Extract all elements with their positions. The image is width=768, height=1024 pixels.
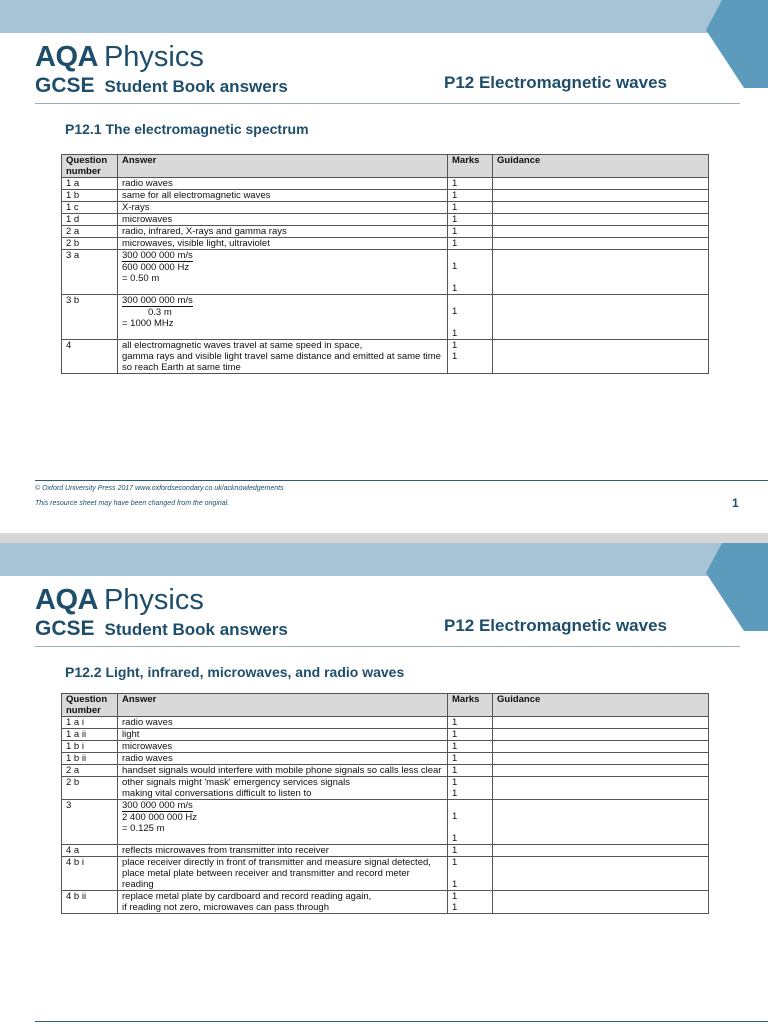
question-cell: 1 d <box>62 214 118 226</box>
table-row <box>62 226 709 238</box>
question-cell: 1 b i <box>62 741 118 753</box>
mark-value: 1 <box>452 788 458 799</box>
question-cell: 4 b i <box>62 857 118 891</box>
unit-title: P12 Electromagnetic waves <box>444 73 668 92</box>
brand-aqa: AQA <box>35 41 98 73</box>
question-cell: 1 a <box>62 178 118 190</box>
answer-cell: microwaves, visible light, ultraviolet <box>118 238 448 250</box>
mark-value: 1 <box>452 811 458 822</box>
table-row <box>62 729 709 741</box>
answer-line: place metal plate between receiver and transmitter and record meter reading <box>122 868 410 890</box>
question-cell: 1 c <box>62 202 118 214</box>
guidance-cell <box>493 753 709 765</box>
mark-value: 1 <box>452 351 458 362</box>
answer-line: making vital conversations difficult to listen to <box>122 788 312 799</box>
mark-value: 1 <box>452 306 458 317</box>
question-cell: 2 b <box>62 777 118 800</box>
student-book-label: Student Book answers <box>104 77 288 96</box>
table-row <box>62 214 709 226</box>
answer-result: = 0.125 m <box>122 823 165 834</box>
marks-cell: 1 <box>448 226 493 238</box>
table-row <box>62 238 709 250</box>
marks-cell <box>448 777 493 800</box>
footer-note: This resource sheet may have been changed from the original. <box>35 500 230 507</box>
answer-cell <box>118 295 448 340</box>
answers-table <box>61 154 709 374</box>
answer-line: all electromagnetic waves travel at same speed in space, <box>122 340 363 351</box>
question-cell: 2 b <box>62 238 118 250</box>
question-cell: 1 b ii <box>62 753 118 765</box>
marks-cell: 1 <box>448 202 493 214</box>
marks-cell <box>448 295 493 340</box>
answer-cell: radio, infrared, X-rays and gamma rays <box>118 226 448 238</box>
mark-value: 1 <box>452 857 458 868</box>
mark-value: 1 <box>452 340 458 351</box>
answer-cell <box>118 777 448 800</box>
answer-cell: light <box>118 729 448 741</box>
table-row <box>62 857 709 891</box>
table-row <box>62 340 709 374</box>
answer-cell <box>118 857 448 891</box>
section-title: P12.1 The electromagnetic spectrum <box>65 121 309 137</box>
question-cell: 1 a i <box>62 717 118 729</box>
table-row <box>62 178 709 190</box>
page-2 <box>0 543 768 1024</box>
question-cell: 1 a ii <box>62 729 118 741</box>
table-row <box>62 202 709 214</box>
mark-value: 1 <box>452 777 458 788</box>
guidance-cell <box>493 845 709 857</box>
marks-cell <box>448 340 493 374</box>
guidance-cell <box>493 190 709 202</box>
marks-cell: 1 <box>448 845 493 857</box>
mark-value: 1 <box>452 833 458 844</box>
mark-value: 1 <box>452 902 458 913</box>
header-marks: Marks <box>448 694 493 717</box>
guidance-cell <box>493 729 709 741</box>
brand-physics: Physics <box>103 584 204 616</box>
brand-logo <box>35 41 204 74</box>
guidance-cell <box>493 250 709 295</box>
guidance-cell <box>493 238 709 250</box>
answers-table <box>61 693 709 914</box>
table-row <box>62 765 709 777</box>
answer-line: replace metal plate by cardboard and record reading again, <box>122 891 372 902</box>
answer-cell <box>118 250 448 295</box>
footer-divider <box>35 480 768 481</box>
header-divider <box>35 646 740 647</box>
brand-physics: Physics <box>103 41 204 73</box>
header-answer: Answer <box>118 155 448 178</box>
answer-cell: reflects microwaves from transmitter into receiver <box>118 845 448 857</box>
answer-cell: same for all electromagnetic waves <box>118 190 448 202</box>
header-question: Question number <box>62 155 118 178</box>
brand-logo <box>35 584 204 617</box>
question-cell: 1 b <box>62 190 118 202</box>
corner-triangle-icon <box>704 0 768 88</box>
table-header-row <box>62 155 709 178</box>
marks-cell <box>448 891 493 914</box>
marks-cell: 1 <box>448 214 493 226</box>
guidance-cell <box>493 891 709 914</box>
marks-cell: 1 <box>448 765 493 777</box>
footer-divider <box>35 1021 768 1022</box>
answer-cell: radio waves <box>118 753 448 765</box>
marks-cell <box>448 857 493 891</box>
marks-cell: 1 <box>448 190 493 202</box>
guidance-cell <box>493 214 709 226</box>
guidance-cell <box>493 741 709 753</box>
table-row <box>62 741 709 753</box>
mark-value: 1 <box>452 328 458 339</box>
header-band <box>0 543 768 576</box>
table-row <box>62 845 709 857</box>
unit-title: P12 Electromagnetic waves <box>444 616 668 635</box>
answer-line: if reading not zero, microwaves can pass through <box>122 902 329 913</box>
marks-cell: 1 <box>448 238 493 250</box>
question-cell: 4 b ii <box>62 891 118 914</box>
footer-copyright: © Oxford University Press 2017 www.oxfordsecondary.co.uk/acknowledgements <box>35 485 284 492</box>
table-row <box>62 800 709 845</box>
answer-line: place receiver directly in front of transmitter and measure signal detected, <box>122 857 431 868</box>
question-cell: 3 b <box>62 295 118 340</box>
marks-cell: 1 <box>448 178 493 190</box>
table-header-row <box>62 694 709 717</box>
marks-cell: 1 <box>448 729 493 741</box>
question-cell: 2 a <box>62 226 118 238</box>
marks-cell <box>448 250 493 295</box>
mark-value: 1 <box>452 261 458 272</box>
header-divider <box>35 103 740 104</box>
fraction-numerator: 300 000 000 m/s <box>122 295 193 306</box>
guidance-cell <box>493 202 709 214</box>
question-cell: 4 a <box>62 845 118 857</box>
answer-result: = 1000 MHz <box>122 318 174 329</box>
marks-cell <box>448 800 493 845</box>
table-row <box>62 190 709 202</box>
question-cell: 4 <box>62 340 118 374</box>
table-row <box>62 250 709 295</box>
answer-cell: radio waves <box>118 178 448 190</box>
question-cell: 2 a <box>62 765 118 777</box>
mark-value: 1 <box>452 879 458 890</box>
marks-cell: 1 <box>448 753 493 765</box>
mark-value: 1 <box>452 891 458 902</box>
subtitle <box>35 617 288 641</box>
answer-cell: handset signals would interfere with mobile phone signals so calls less clear <box>118 765 448 777</box>
answer-line: gamma rays and visible light travel same distance and emitted at same time so reach Earth at same time <box>122 351 441 373</box>
student-book-label: Student Book answers <box>104 620 288 639</box>
guidance-cell <box>493 340 709 374</box>
answer-cell: microwaves <box>118 214 448 226</box>
header-marks: Marks <box>448 155 493 178</box>
section-title: P12.2 Light, infrared, microwaves, and radio waves <box>65 664 405 680</box>
header-band <box>0 0 768 33</box>
question-cell: 3 a <box>62 250 118 295</box>
fraction-denominator: 0.3 m <box>148 307 172 318</box>
guidance-cell <box>493 777 709 800</box>
corner-triangle-icon <box>704 543 768 631</box>
answer-cell <box>118 891 448 914</box>
page-number: 1 <box>732 496 739 510</box>
answer-result: = 0.50 m <box>122 273 160 284</box>
fraction-numerator: 300 000 000 m/s <box>122 800 193 811</box>
guidance-cell <box>493 226 709 238</box>
answer-cell: X-rays <box>118 202 448 214</box>
fraction-denominator: 2 400 000 000 Hz <box>122 812 198 823</box>
header-answer: Answer <box>118 694 448 717</box>
answer-cell: radio waves <box>118 717 448 729</box>
table-row <box>62 777 709 800</box>
guidance-cell <box>493 178 709 190</box>
guidance-cell <box>493 800 709 845</box>
table-row <box>62 891 709 914</box>
marks-cell: 1 <box>448 741 493 753</box>
guidance-cell <box>493 765 709 777</box>
answer-cell <box>118 800 448 845</box>
header-question: Question number <box>62 694 118 717</box>
table-row <box>62 717 709 729</box>
brand-aqa: AQA <box>35 584 98 616</box>
header-guidance: Guidance <box>493 155 709 178</box>
mark-value: 1 <box>452 283 458 294</box>
table-row <box>62 753 709 765</box>
answer-line: other signals might 'mask' emergency services signals <box>122 777 351 788</box>
guidance-cell <box>493 717 709 729</box>
guidance-cell <box>493 857 709 891</box>
marks-cell: 1 <box>448 717 493 729</box>
gcse-label: GCSE <box>35 617 95 640</box>
subtitle <box>35 74 288 98</box>
fraction-numerator: 300 000 000 m/s <box>122 250 193 261</box>
fraction-denominator: 600 000 000 Hz <box>122 262 190 273</box>
table-row <box>62 295 709 340</box>
gcse-label: GCSE <box>35 74 95 97</box>
answer-cell <box>118 340 448 374</box>
answer-cell: microwaves <box>118 741 448 753</box>
header-guidance: Guidance <box>493 694 709 717</box>
question-cell: 3 <box>62 800 118 845</box>
guidance-cell <box>493 295 709 340</box>
